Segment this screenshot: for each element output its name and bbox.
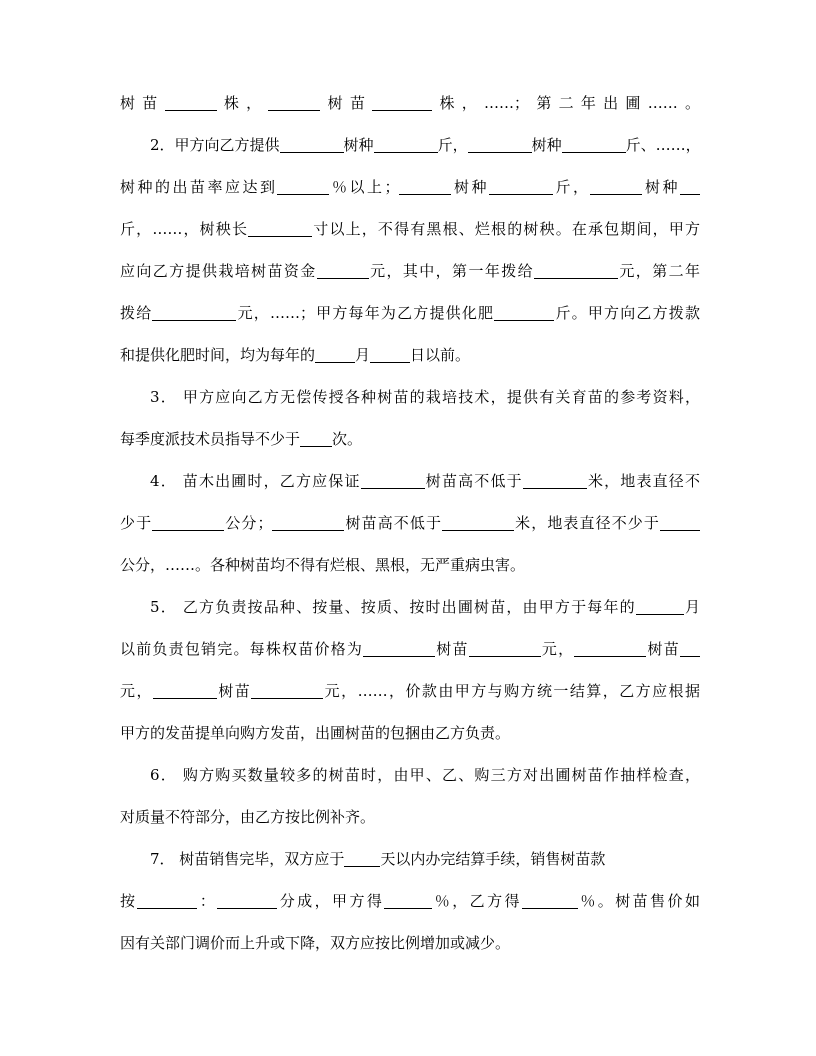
blank-field[interactable] <box>574 640 646 657</box>
clause-4-line-2: 少于 公分； 树苗高不低于 米，地表直径不少于 <box>120 502 700 544</box>
text-line-1: 树苗 株， 树苗 株，……；第二年出圃……。 <box>120 94 700 112</box>
blank-field[interactable] <box>468 136 532 153</box>
blank-field[interactable] <box>523 472 587 489</box>
blank-field[interactable] <box>268 94 320 111</box>
blank-field[interactable] <box>248 220 312 237</box>
blank-field[interactable] <box>165 94 217 111</box>
blank-field[interactable] <box>153 682 217 699</box>
blank-field[interactable] <box>680 640 700 657</box>
blank-field[interactable] <box>522 892 578 909</box>
blank-field[interactable] <box>636 598 684 615</box>
blank-field[interactable] <box>217 892 277 909</box>
clause-3-line-1: 3． 甲方应向乙方无偿传授各种树苗的栽培技术，提供有关育苗的参考资料， <box>150 388 700 406</box>
blank-field[interactable] <box>152 304 236 321</box>
clause-7-line-2: 按 ： 分成，甲方得 ％，乙方得 ％。树苗售价如 <box>120 892 700 910</box>
blank-field[interactable] <box>494 304 554 321</box>
clause-7-line-3: 因有关部门调价而上升或下降，双方应按比例增加或减少。 <box>120 934 511 952</box>
contract-page <box>120 82 700 964</box>
blank-field[interactable] <box>399 178 451 195</box>
blank-field[interactable] <box>152 514 224 531</box>
clause-5-line-2: 以前负责包销完。每株权苗价格为 树苗 元， 树苗 <box>120 628 700 670</box>
blank-field[interactable] <box>489 178 553 195</box>
blank-field[interactable] <box>562 136 626 153</box>
clause-4-line-3: 公分，……。各种树苗均不得有烂根、黑根，无严重病虫害。 <box>120 556 526 574</box>
clause-2-line-5: 拨给 元，……；甲方每年为乙方提供化肥 斤。甲方向乙方拨款 <box>120 304 700 322</box>
clause-7-line-1: 7． 树苗销售完毕，双方应于 天以内办完结算手续，销售树苗款 <box>150 850 606 868</box>
blank-field[interactable] <box>384 892 432 909</box>
clause-6-line-2: 对质量不符部分，由乙方按比例补齐。 <box>120 808 376 826</box>
blank-field[interactable] <box>660 514 700 531</box>
blank-field[interactable] <box>363 640 435 657</box>
blank-field[interactable] <box>442 514 514 531</box>
clause-4-line-1: 4． 苗木出圃时，乙方应保证 树苗高不低于 米，地表直径不 <box>150 472 700 490</box>
blank-field[interactable] <box>372 94 432 111</box>
blank-field[interactable] <box>272 514 344 531</box>
blank-field[interactable] <box>317 262 369 279</box>
blank-field[interactable] <box>251 682 323 699</box>
clause-2-line-1: 2．甲方向乙方提供 树种 斤， 树种 斤、……， <box>150 136 701 154</box>
clause-5-line-4: 甲方的发苗提单向购方发苗，出圃树苗的包捆由乙方负责。 <box>120 724 511 742</box>
blank-field[interactable] <box>469 640 541 657</box>
clause-5-line-3: 元， 树苗 元，……，价款由甲方与购方统一结算，乙方应根据 <box>120 682 700 700</box>
clause-6-line-1: 6． 购方购买数量较多的树苗时，由甲、乙、购三方对出圃树苗作抽样检查， <box>150 766 700 784</box>
blank-field[interactable] <box>277 178 329 195</box>
blank-field[interactable] <box>280 136 344 153</box>
clause-2-line-4: 应向乙方提供栽培树苗资金 元，其中，第一年拨给 元，第二年 <box>120 262 700 280</box>
clause-5-line-1: 5． 乙方负责按品种、按量、按质、按时出圃树苗，由甲方于每年的 月 <box>150 598 700 616</box>
blank-field[interactable] <box>300 430 332 447</box>
blank-field[interactable] <box>590 178 642 195</box>
blank-field[interactable] <box>315 346 355 363</box>
clause-3-line-2: 每季度派技术员指导不少于 次。 <box>120 430 363 448</box>
clause-2-line-6: 和提供化肥时间，均为每年的 月 日以前。 <box>120 346 471 364</box>
blank-field[interactable] <box>680 178 700 195</box>
blank-field[interactable] <box>534 262 618 279</box>
blank-field[interactable] <box>374 136 438 153</box>
clause-2-line-3: 斤，……，树秧长 寸以上，不得有黑根、烂根的树秧。在承包期间，甲方 <box>120 220 700 238</box>
blank-field[interactable] <box>361 472 425 489</box>
blank-field[interactable] <box>370 346 410 363</box>
clause-2-line-2: 树种的出苗率应达到 ％以上； 树种 斤， 树种 <box>120 166 700 208</box>
blank-field[interactable] <box>344 850 380 867</box>
blank-field[interactable] <box>137 892 197 909</box>
